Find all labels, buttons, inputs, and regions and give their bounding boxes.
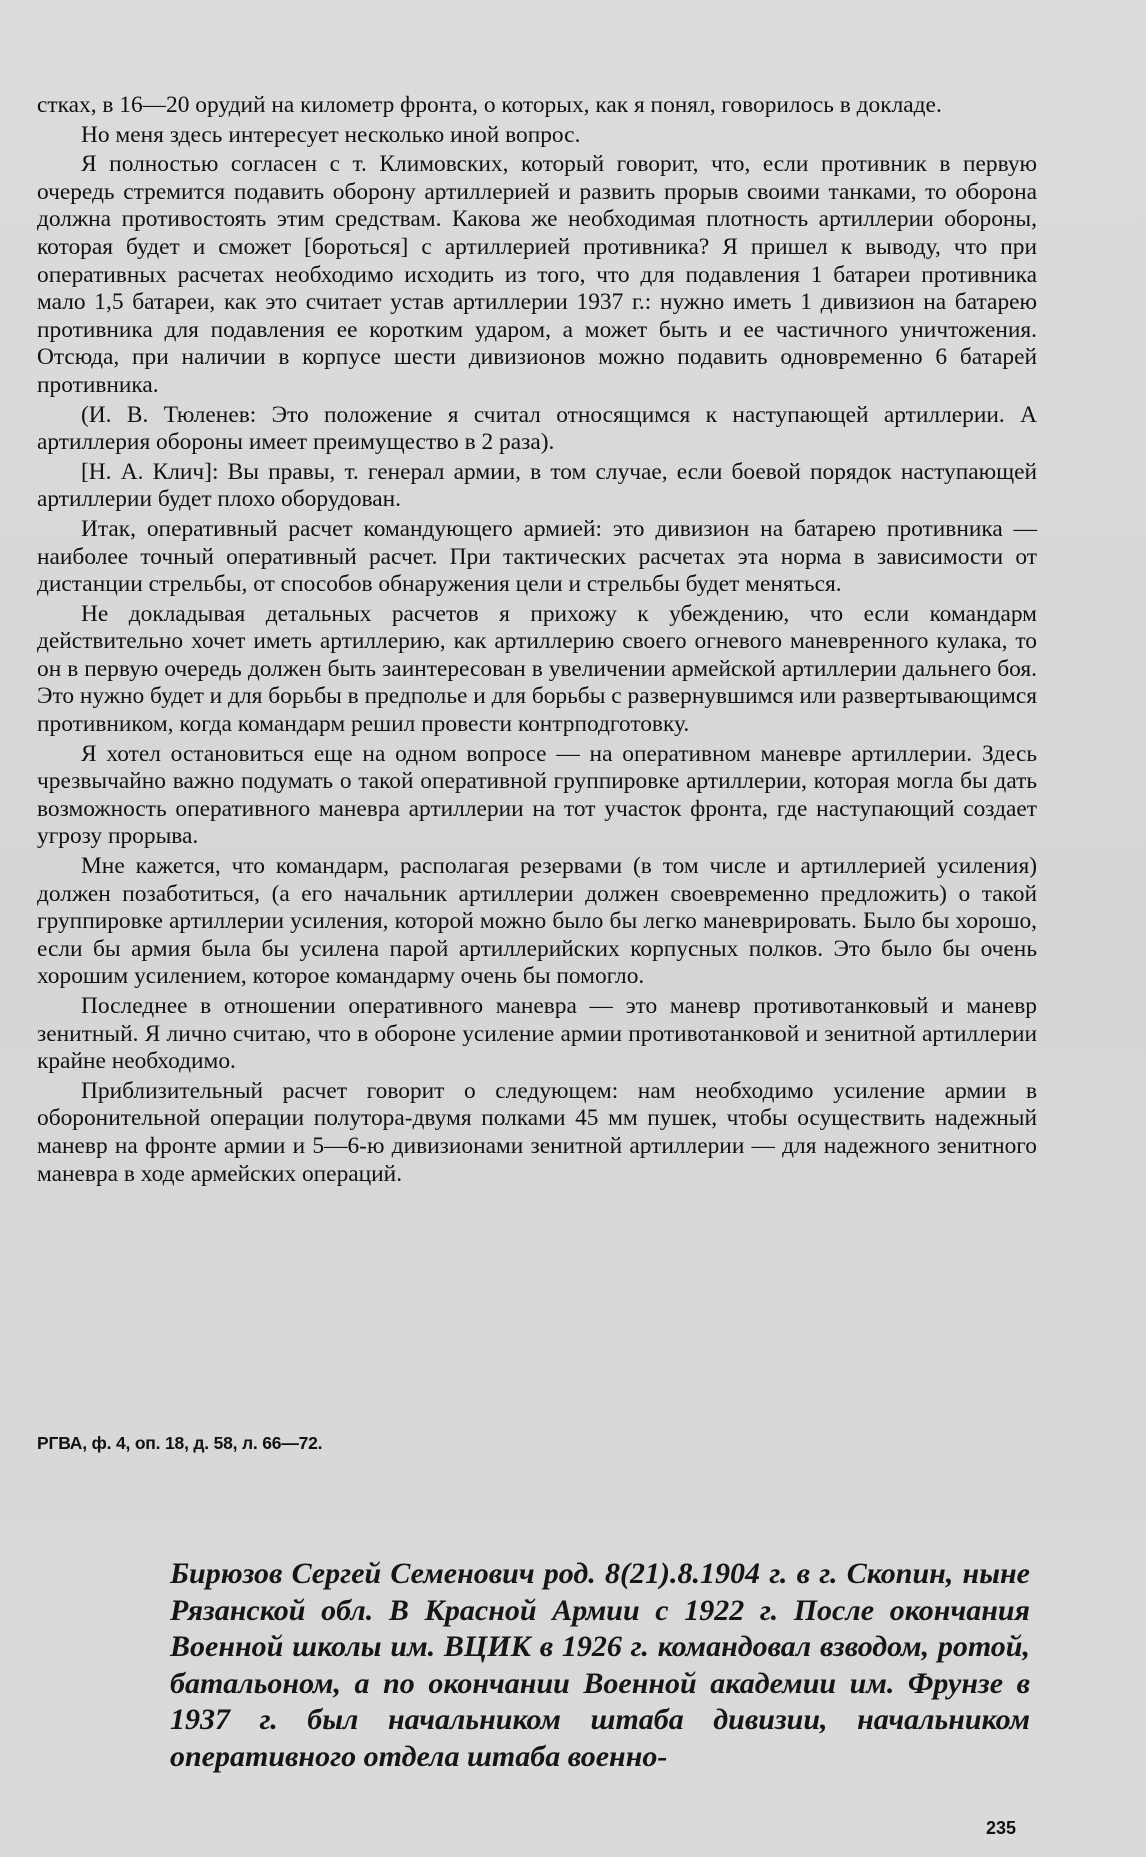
archive-source-citation: РГВА, ф. 4, оп. 18, д. 58, л. 66—72. xyxy=(37,1433,323,1453)
paragraph: Не докладывая детальных расчетов я прихожу к убеждению, что если командарм действительно хочет иметь артиллерию, как артиллерию своего огневого маневренного кулака, то он в первую очередь должен быть заинтересован в увеличении армейской артиллерии дальнего боя. Это нужно будет и для борьбы в предполье и для борьбы с развернувшимся или развертывающимся противником, когда командарм решил провести контрподготовку. xyxy=(37,600,1037,738)
paragraph: Я хотел остановиться еще на одном вопросе — на оперативном маневре артиллерии. Здесь чрезвычайно важно подумать о такой оперативной группировке артиллерии, которая могла бы дать возможность оперативного маневра артиллерии на тот участок фронта, где наступающий создает угрозу прорыва. xyxy=(37,740,1037,850)
paragraph: Я полностью согласен с т. Климовских, который говорит, что, если противник в первую очередь стремится подавить оборону артиллерией и развить прорыв своими танками, то оборона должна противостоять этим средствам. Какова же необходимая плотность артиллерии обороны, которая будет и сможет [бороться] с артиллерией противника? Я пришел к выводу, что при оперативных расчетах необходимо исходить из того, что для подавления 1 батареи противника мало 1,5 батареи, как это считает устав артиллерии 1937 г.: нужно иметь 1 дивизион на батарею противника для подавления ее коротким ударом, а может быть и ее частичного уничтожения. Отсюда, при наличии в корпусе шести дивизионов можно подавить одновременно 6 батарей противника. xyxy=(37,151,1037,398)
paragraph: (И. В. Тюленев: Это положение я считал относящимся к наступающей артиллерии. А артиллерия обороны имеет преимущество в 2 раза). xyxy=(37,401,1037,456)
paragraph: стках, в 16—20 орудий на километр фронта, о которых, как я понял, говорилось в докладе. xyxy=(37,92,942,118)
paragraph: [Н. А. Клич]: Вы правы, т. генерал армии, в том случае, если боевой порядок наступающей артиллерии будет плохо оборудован. xyxy=(37,458,1037,513)
paragraph: Но меня здесь интересует несколько иной вопрос. xyxy=(81,121,581,148)
biographical-footnote: Бирюзов Сергей Семенович род. 8(21).8.1904 г. в г. Скопин, ныне Рязанской обл. В Красной Армии с 1922 г. После окончания Военной школы им. ВЦИК в 1926 г. командовал взводом, ротой, батальоном, а по окончании Военной академии им. Фрунзе в 1937 г. был начальником штаба дивизии, начальником оперативного отдела штаба военно- xyxy=(170,1557,1030,1773)
paragraph: Последнее в отношении оперативного маневра — это маневр противотанковый и маневр зенитный. Я лично считаю, что в обороне усиление армии противотанковой и зенитной артиллерии крайне необходимо. xyxy=(37,993,1037,1075)
paragraph: Приблизительный расчет говорит о следующем: нам необходимо усиление армии в оборонительной операции полутора-двумя полками 45 мм пушек, чтобы осуществить надежный маневр на фронте армии и 5—6-ю дивизионами зенитной артиллерии — для надежного зенитного маневра в ходе армейских операций. xyxy=(37,1077,1037,1187)
paragraph: Мне кажется, что командарм, располагая резервами (в том числе и артиллерией усиления) должен позаботиться, (а его начальник артиллерии должен своевременно предложить) о такой группировке артиллерии усиления, которой можно было бы легко маневрировать. Было бы хорошо, если бы армия была бы усилена парой артиллерийских корпусных полков. Это было бы очень хорошим усилением, которое командарму очень бы помогло. xyxy=(37,853,1037,990)
main-text xyxy=(37,92,1037,1190)
page-number: 235 xyxy=(986,1818,1017,1838)
paragraph: Итак, оперативный расчет командующего армией: это дивизион на батарею противника — наиболее точный оперативный расчет. При тактических расчетах эта норма в зависимости от дистанции стрельбы, от способов обнаружения цели и стрельбы будет меняться. xyxy=(37,515,1037,598)
